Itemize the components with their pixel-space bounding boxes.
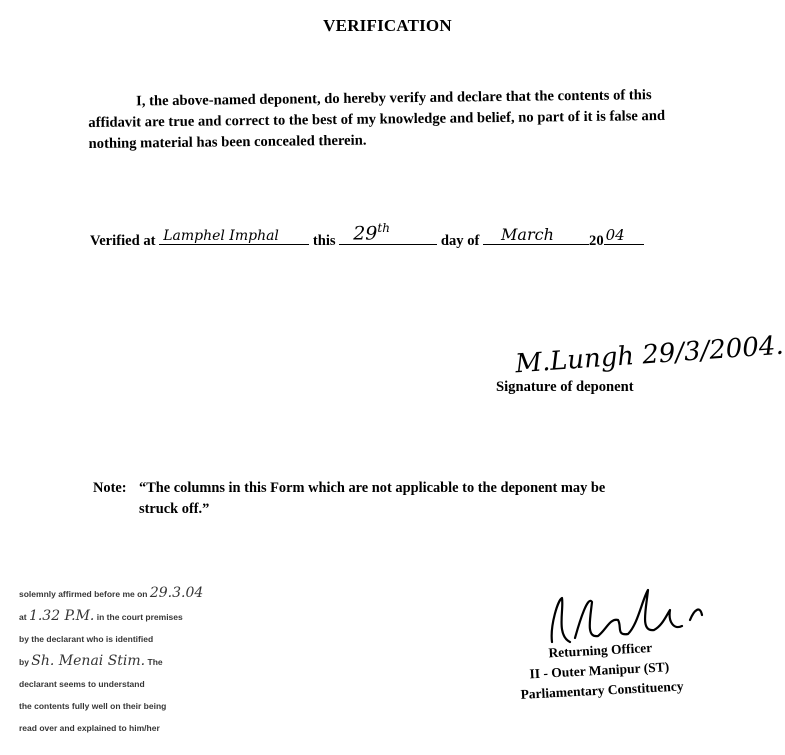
month-blank <box>483 225 589 245</box>
stamp-line-3: by the declarant who is identified <box>19 634 154 644</box>
ro-title: Returning Officer <box>548 639 653 661</box>
day-blank <box>339 220 437 245</box>
year-handwriting: 04 <box>605 226 625 244</box>
day-suffix: th <box>377 220 390 235</box>
verification-paragraph <box>88 85 701 155</box>
stamp-line-5: declarant seems to understand <box>19 679 145 689</box>
paragraph-text: I, the above-named deponent, do hereby verify and declare that the contents of this affidavit are true and correct to the best of my knowledge and belief, no part of it is false and nothing material has been concealed therein. <box>88 87 666 152</box>
ro-parliamentary: Parliamentary Constituency <box>520 678 684 702</box>
stamp-time-handwriting: 1.32 P.M. <box>28 608 95 624</box>
stamp-text: by <box>19 657 29 667</box>
day-handwriting <box>353 221 390 244</box>
stamp-name-handwriting: Sh. Menai Stim. <box>31 653 146 669</box>
signature-label: Signature of deponent <box>496 379 634 395</box>
verified-line <box>90 220 644 250</box>
place-handwriting: Lamphel Imphal <box>163 228 279 244</box>
page-title: VERIFICATION <box>323 16 452 35</box>
stamp-text: The <box>147 657 163 667</box>
verified-at-label: Verified at <box>90 233 156 249</box>
year-blank <box>604 228 644 245</box>
day-of-label: day of <box>440 233 480 249</box>
stamp-line-2 <box>19 605 269 628</box>
note-block <box>93 478 683 520</box>
day-number: 29 <box>353 222 378 244</box>
stamp-line-1 <box>19 582 269 605</box>
affirmation-stamp <box>19 582 269 739</box>
month-handwriting: March <box>501 225 554 244</box>
stamp-line-7: read over and explained to him/her <box>19 723 160 733</box>
deponent-signature-handwriting: M.Lungh 29/3/2004. <box>514 330 785 380</box>
returning-officer-block <box>518 635 721 705</box>
stamp-text: at <box>19 612 27 622</box>
place-blank <box>159 228 309 245</box>
stamp-text: solemnly affirmed before me on <box>19 589 148 599</box>
stamp-line-4 <box>19 650 269 673</box>
this-label: this <box>312 233 336 249</box>
note-line-2: struck off.” <box>139 501 210 517</box>
stamp-line-6: the contents fully well on their being <box>19 701 167 711</box>
stamp-date-handwriting: 29.3.04 <box>149 585 204 601</box>
year-prefix: 20 <box>589 233 604 249</box>
stamp-text: in the court premises <box>96 612 183 622</box>
ro-constituency: II - Outer Manipur (ST) <box>529 659 670 682</box>
note-label: Note: <box>93 480 127 496</box>
note-line-1: “The columns in this Form which are not applicable to the deponent may be <box>139 480 606 496</box>
